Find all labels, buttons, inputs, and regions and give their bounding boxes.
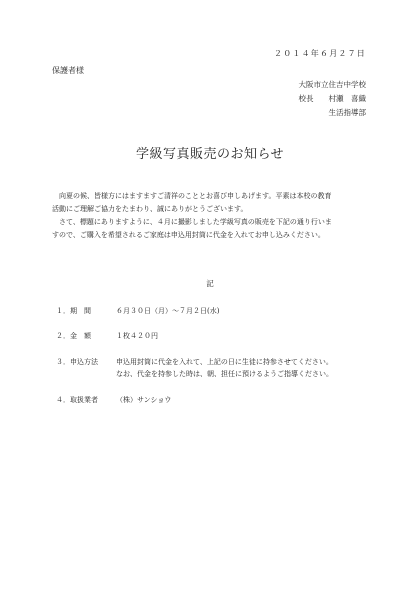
body-line: 向夏の候、皆様方にはますますご清祥のこととお喜び申しあげます。平素は本校の教育 [52,192,332,200]
item-label-method: ３．申込方法 [56,358,98,366]
item-value-vendor: （株）サンショウ [116,396,172,404]
recipient: 保護者様 [52,66,84,75]
item-value-method-note: なお、代金を持参した時は、朝、担任に預けるようご指導ください。 [116,370,333,378]
sender-department: 生活指導部 [328,108,366,117]
document-title: 学級写真販売のお知らせ [135,147,285,162]
item-value-period: ６月３０日（月）～７月２日(水) [116,307,220,315]
item-value-method: 申込用封筒に代金を入れて、上記の日に生徒に持参させてください。 [116,358,333,366]
sender-principal: 校長 村瀬 喜織 [298,94,366,103]
item-label-price: ２．金 額 [56,332,91,340]
body-line: すので、ご購入を希望されるご家庭は申込用封筒に代金を入れてお申し込みください。 [52,231,325,239]
body-line: 活動にご理解ご協力をたまわり、誠にありがとうございます。 [52,205,248,213]
item-label-vendor: ４．取扱業者 [56,396,98,404]
body-line: さて、標題にありますように、４月に撮影しました学級写真の販売を下記の通り行いま [52,218,332,226]
item-value-price: １枚４２０円 [116,332,158,340]
letter-date: ２０１４年６月２７日 [274,49,366,58]
sender-school: 大阪市立住吉中学校 [298,80,366,89]
ki-heading: 記 [206,279,214,288]
item-label-period: １．期 間 [56,307,91,315]
